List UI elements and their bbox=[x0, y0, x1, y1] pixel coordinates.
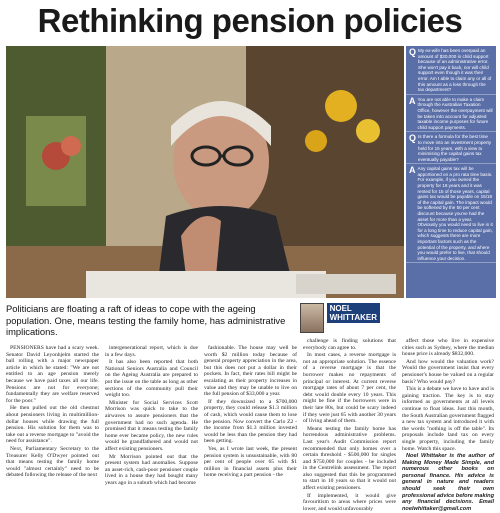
article-column-2 bbox=[105, 345, 198, 487]
article-paragraph: And how would the valuation work? Would the government insist that every pensioner's house be valued on a regular basis? Who would pay? bbox=[402, 358, 494, 385]
article-paragraph: intergenerational report, which is due in a few days. bbox=[105, 345, 198, 358]
standfirst: Politicians are floating a raft of ideas to cope with the ageing population. One, means testing the family home, has administrative implications. bbox=[6, 303, 286, 337]
article-paragraph: He then pulled out the old chestnut about pensioners living in multimillion-dollar houses while drawing the full pension. His solution for them was to take out a reverse mortgage to "avoid the need for assistance". bbox=[6, 405, 99, 445]
article-paragraph: If implemented, it would give favouritism to areas where prices were lower, and would unfavourably bbox=[303, 492, 396, 512]
pensioner-photo-illustration bbox=[6, 46, 404, 298]
article-paragraph: In most cases, a reverse mortgage is not an appropriate solution. The essence of a reverse mortgage is that the borrower makes no repayments of principal or interest. At current reverse mortgage rates of about 7 per cent, the debt would double every 10 years. This might be fine if the borrowers were in their late 80s, but could be scary indeed if they were just 65 with another 30 years of living ahead of them. bbox=[303, 352, 396, 425]
qa-letter: A bbox=[409, 95, 416, 106]
qa-item bbox=[406, 164, 496, 263]
article-paragraph: fashionable. The house may well be worth $2 million today because of general property appreciation in the area, but this does not put a dollar in their pockets. In fact, their rates bill might be escalating as their property increases in value and they may be unable to live on the full pension of $33,000 a year. bbox=[204, 345, 297, 398]
byline bbox=[300, 303, 380, 333]
article-column-3 bbox=[204, 345, 297, 480]
article-paragraph: If they downsized to a $700,000 property, they could release $1.3 million of cash, which would cause them to lose the pension. Now convert the Carlo Z2 - the income from $1.3 million invested would be less than the pension they had been getting. bbox=[204, 398, 297, 445]
qa-text: Any capital gains tax will be apportioned on a pro rata time basis. For example, if you owned the property for 18 years and it was rented for 15 of those years, capital gains tax would be payable on 15/18 of the capital gain. The impact would be softened by the 50 per cent discount because you've had the asset for more than a year. Obviously you would need to live in it for a long time to reduce capital gain, which suggests there are more important factors such as the potential of the property, and where you would prefer to live, that should influence your decision. bbox=[417, 166, 493, 261]
qa-item bbox=[406, 132, 496, 164]
qa-item bbox=[406, 95, 496, 133]
article-paragraph: Means testing the family home has horrendous administrative problems. Last year's Audit Commission report recommended that only homes over a certain threshold - $500,000 for singles and $750,000 for couples - be included in the Centrelink assessment. The report also suggested that this be programmed to start in 10 years so that it would not affect existing pensioners. bbox=[303, 425, 396, 492]
headline: Rethinking pension policies bbox=[37, 2, 463, 39]
article-paragraph: challenge is finding solutions that everybody can agree to. bbox=[303, 338, 396, 351]
qa-text: You are not able to make a claim through the Australian Taxation Office, however the overpayment will be taken into account for adjusted taxable income purposes for future child support payments. bbox=[417, 96, 493, 130]
article-paragraph: It has also been reported that both National Seniors Australia and Council on the Ageing Australia are prepared to put the issue on the table as long as other sections of the community pull their weight too. bbox=[105, 359, 198, 399]
article-paragraph: affect those who live in expensive cities such as Sydney, where the median house price is already $832,000. bbox=[402, 338, 494, 358]
article-paragraph: Mr Morrison pointed out that the present system had anomalies. Suppose an asset-rich, cash-poor pensioner couple lived in a house they had bought many years ago in a suburb which had become bbox=[105, 453, 198, 486]
article-column-5 bbox=[402, 338, 494, 513]
author-note: Noel Whittaker is the author of Making Money Made Simple, and numerous other books on personal finance. His advice is general in nature and readers should seek their own professional advice before making any financial decisions. Email noelwhittaker@gmail.com bbox=[402, 453, 495, 512]
qa-sidebar bbox=[406, 46, 496, 298]
qa-item bbox=[406, 46, 496, 95]
author-name-line1: NOEL bbox=[329, 304, 352, 313]
qa-text: My ex-wife has been overpaid an amount of $30,000 in child support because of an administrative error. She won't pay it back, nor will child support even though it was their error. Am I able to claim any or all of this amount as a loss through the tax department? bbox=[418, 48, 492, 93]
article-paragraph: This is a debate we have to have and is gaining traction. The key is to stay informed as governments at all levels continue to float ideas. Just this month, the South Australian government flagged a new tax system and introduced it with the words "nothing is off the table". Its proposals include land tax on every single property, including the family home. Watch this space. bbox=[402, 386, 494, 452]
article-paragraph: Yes, as I wrote last week, the present pension system is unsustainable, with 80 per cent of people over 65 with $1 million in financial assets plus their home receiving a part pension - the bbox=[204, 445, 297, 479]
qa-text: Is there a formula for the best time to move into an investment property held for 15 years, with a view to minimising the capital gains tax eventually payable? bbox=[418, 134, 492, 162]
author-avatar bbox=[300, 303, 324, 333]
article-paragraph: PENSIONERS have had a scary week. Senator David Leyonhjelm started the ball rolling with a major newspaper article in which he stated: "We are not entitled to an age pension merely because we have paid taxes all our life. Pensions are not for everyone; fundamentally they are welfare reserved for the poor." bbox=[6, 345, 99, 404]
qa-letter: Q bbox=[409, 133, 417, 144]
article-column-4 bbox=[303, 338, 396, 513]
qa-letter: A bbox=[409, 165, 416, 176]
author-name-line2: WHITTAKER bbox=[329, 313, 377, 322]
article-paragraph: Next, Parliamentary Secretary to the Treasurer Kelly O'Dwyer pointed out that means testing the family home would "almost certainly" need to be debated following the release of the next bbox=[6, 445, 99, 479]
pensioner-photo bbox=[6, 46, 404, 298]
author-name bbox=[327, 303, 380, 323]
qa-letter: Q bbox=[409, 47, 417, 57]
article-paragraph: Minister for Social Services Scott Morrison was quick to take to the airwaves to assure pensioners that the government had no such agenda. He promised that it means testing the family home ever became policy, the new rules would be grandfathered and would not affect existing pensioners. bbox=[105, 399, 198, 452]
article-column-1 bbox=[6, 345, 99, 480]
